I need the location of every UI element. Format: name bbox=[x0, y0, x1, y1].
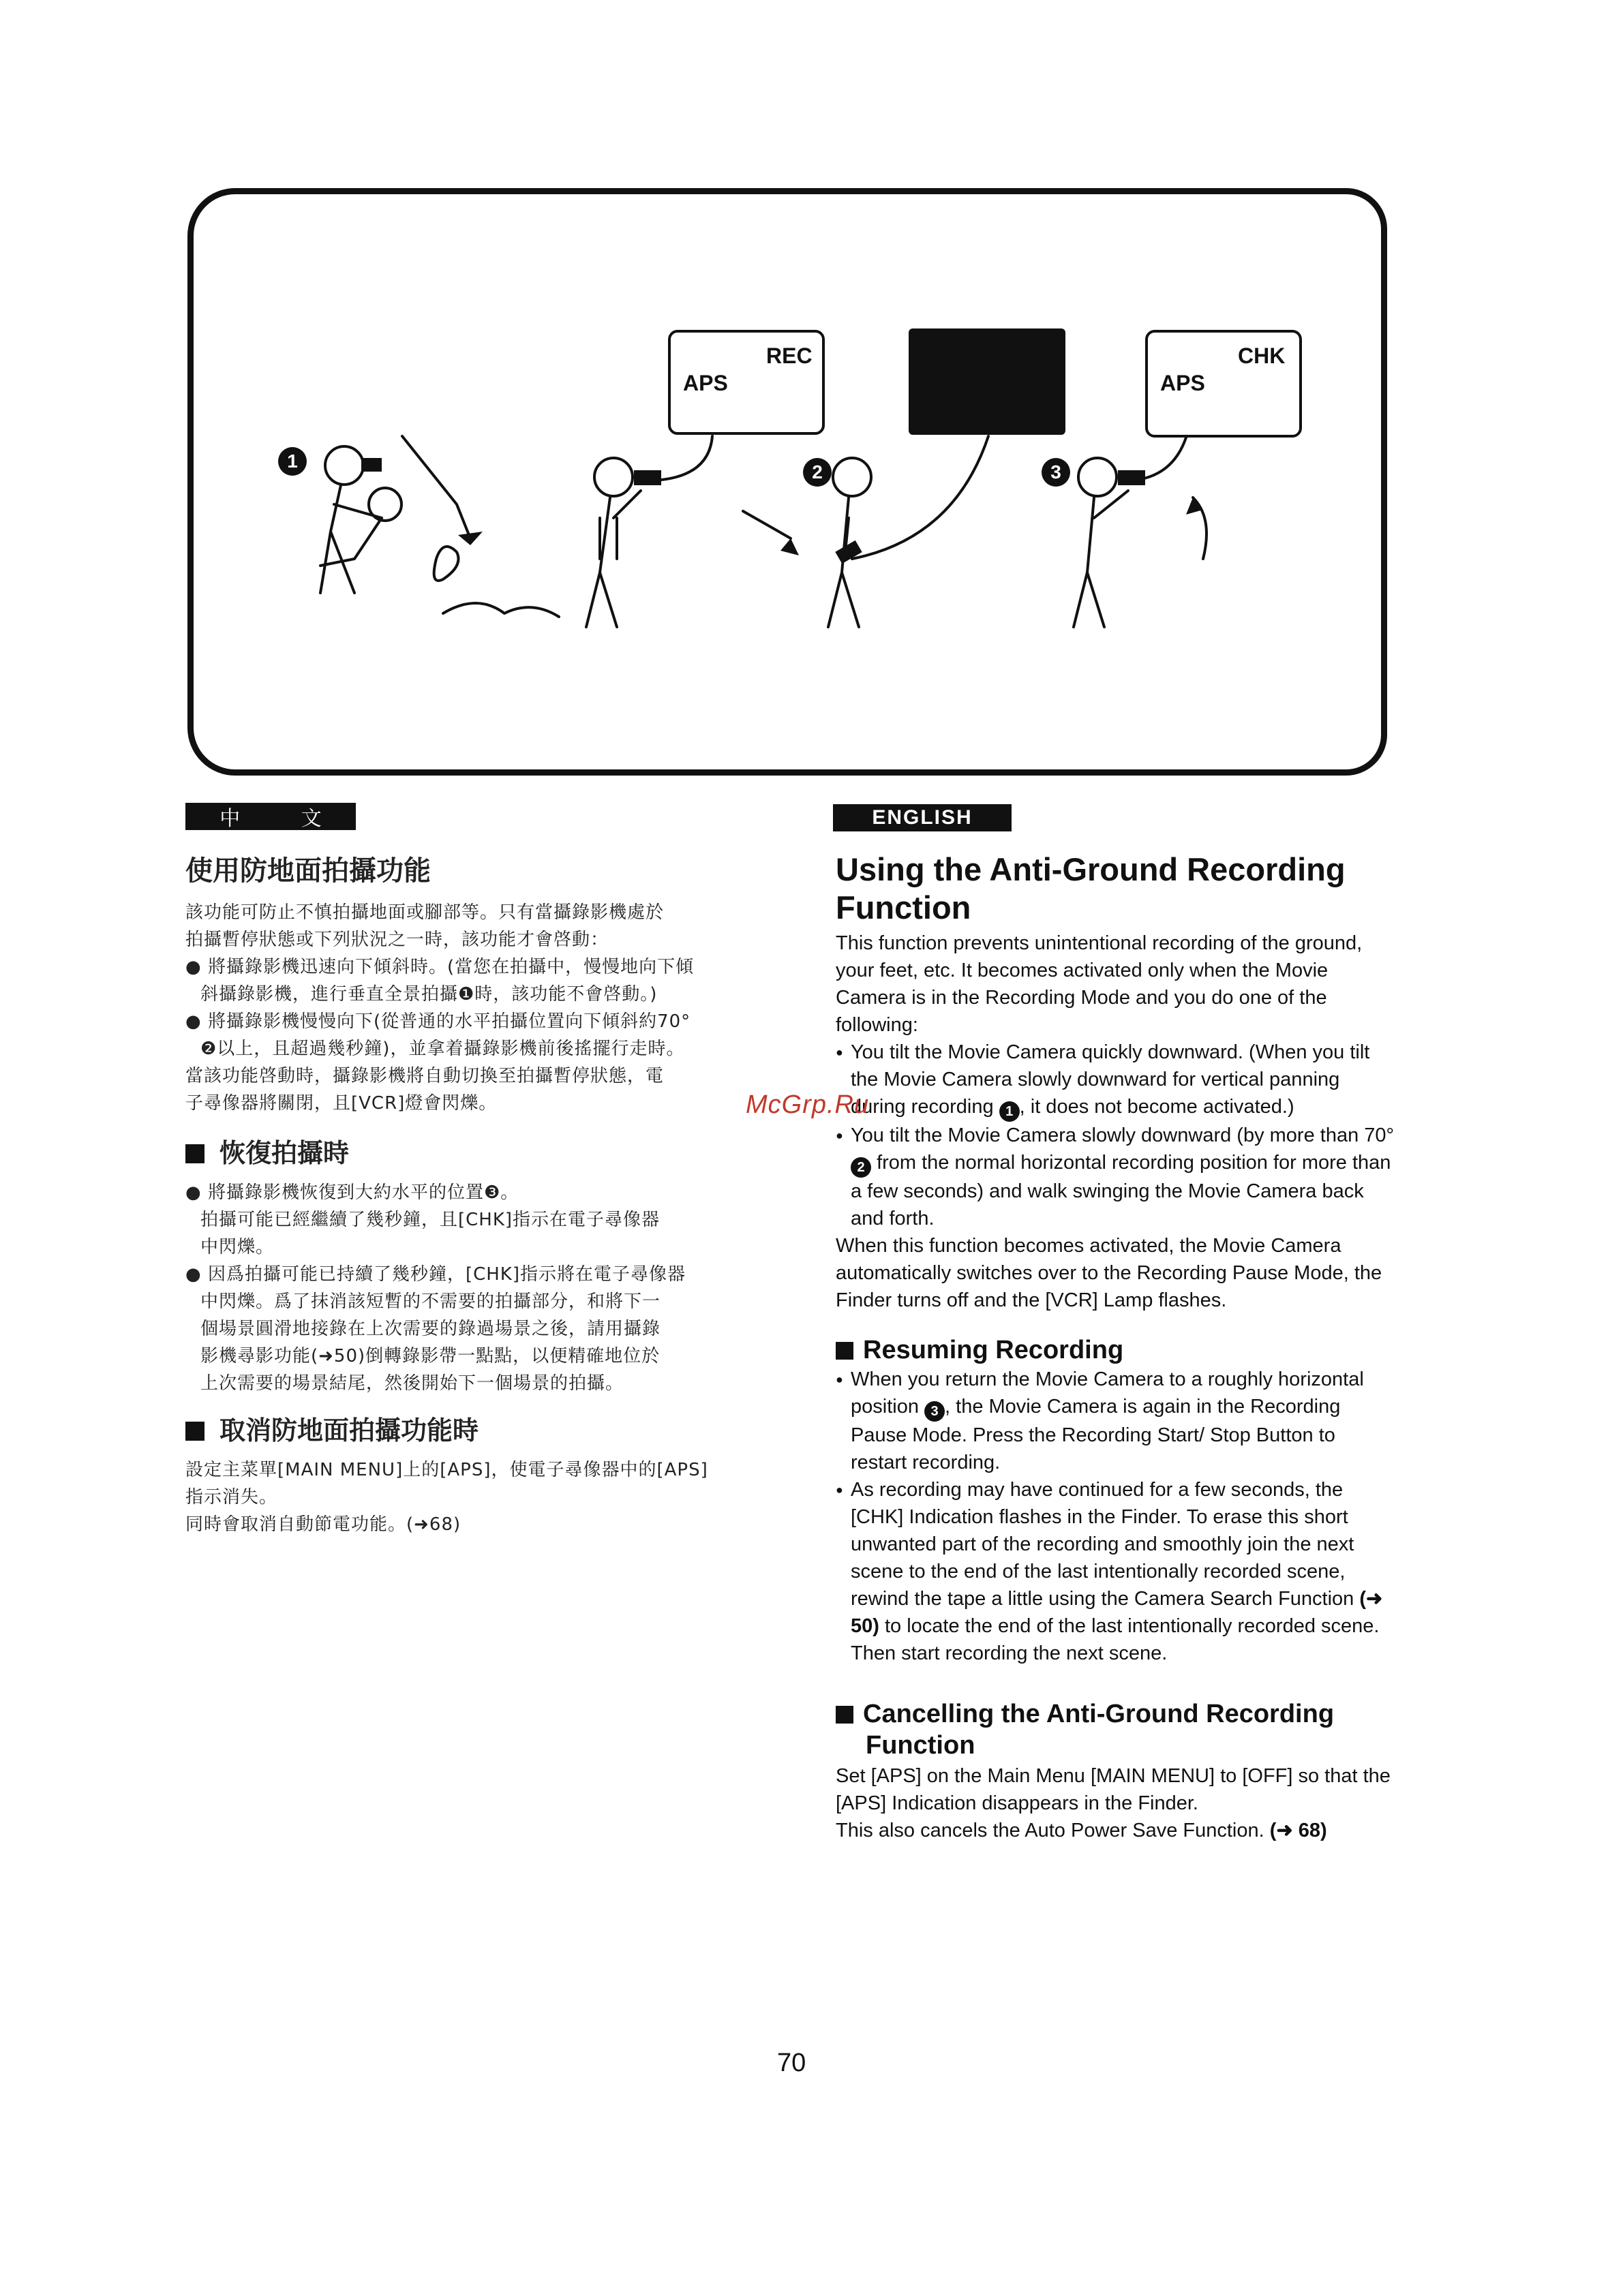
chinese-bullet-cont: ❷以上，且超過幾秒鐘)，並拿着攝錄影機前後搖擺行走時。 bbox=[200, 1039, 685, 1059]
english-bullet: ● You tilt the Movie Camera slowly downward (by more than 70° 2 from the normal horizontal recording position for more than a few seconds) and walk swinging the Movie Camera back and forth. bbox=[836, 1122, 1395, 1232]
step-3-badge: 3 bbox=[1042, 458, 1070, 487]
english-cancel-text: Set [APS] on the Main Menu [MAIN MENU] to [OFF] so that the [APS] Indication disappears in the Finder. bbox=[836, 1765, 1391, 1814]
page-reference: (➜ 50) bbox=[851, 1588, 1383, 1637]
step-2-badge: 2 bbox=[851, 1157, 871, 1178]
chinese-bullet-cont: 個場景圓滑地接錄在上次需要的錄過場景之後，請用攝錄 bbox=[200, 1319, 661, 1339]
english-resume-heading: Resuming Recording bbox=[836, 1334, 1395, 1366]
english-cancel-heading: Cancelling the Anti-Ground Recording Function bbox=[836, 1698, 1395, 1761]
page-reference: (➜ 68) bbox=[1269, 1820, 1327, 1841]
chinese-bullet-cont: 影機尋影功能(➜50)倒轉錄影帶一點點，以便精確地位於 bbox=[200, 1346, 661, 1366]
chinese-bullet: ● 將攝錄影機慢慢向下(從普通的水平拍攝位置向下傾斜約70° bbox=[185, 1011, 691, 1032]
chinese-after-line: 當該功能啓動時，攝錄影機將自動切換至拍攝暫停狀態，電 bbox=[185, 1066, 665, 1086]
step-2-badge: 2 bbox=[803, 458, 832, 487]
chinese-cancel-line: 同時會取消自動節電功能。(➜68) bbox=[185, 1514, 461, 1535]
rec-indicator: REC bbox=[766, 343, 813, 368]
step-1-badge: 1 bbox=[278, 447, 307, 476]
aps-indicator: APS bbox=[683, 371, 728, 395]
chinese-bullet-cont: 斜攝錄影機，進行垂直全景拍攝❶時，該功能不會啓動。) bbox=[200, 984, 658, 1005]
chinese-intro-line: 拍攝暫停狀態或下列狀況之一時，該功能才會啓動： bbox=[185, 930, 609, 950]
square-bullet-icon bbox=[185, 1144, 204, 1163]
english-title: Using the Anti-Ground Recording Function bbox=[836, 851, 1346, 925]
english-bullet: ● As recording may have continued for a few seconds, the [CHK] Indication flashes in the Finder. To erase this short unwanted part of the recording and smoothly join the next scene to the end of the last intentionally recorded scene, rewind the tape a little using the Camera Search Function (➜ 50) to locate the end of the last intentionally recorded scene. Then start recording the next scene. bbox=[836, 1476, 1395, 1667]
chinese-bullet-cont: 中閃爍。爲了抹消該短暫的不需要的拍攝部分，和將下一 bbox=[200, 1291, 661, 1312]
chinese-column bbox=[185, 849, 744, 1538]
chinese-cancel-line: 指示消失。 bbox=[185, 1487, 278, 1507]
camera-operator-illustration bbox=[0, 0, 1623, 784]
square-bullet-icon bbox=[836, 1706, 853, 1724]
chinese-bullet-cont: 拍攝可能已經繼續了幾秒鐘，且[CHK]指示在電子尋像器 bbox=[200, 1210, 661, 1230]
chk-indicator: CHK bbox=[1238, 343, 1286, 368]
chinese-language-label: 中 文 bbox=[185, 803, 356, 830]
watermark: McGrp.Ru bbox=[746, 1090, 870, 1119]
chinese-resume-heading: 恢復拍攝時 bbox=[185, 1132, 744, 1169]
chinese-cancel-line: 設定主菜單[MAIN MENU]上的[APS]，使電子尋像器中的[APS] bbox=[185, 1460, 708, 1480]
square-bullet-icon bbox=[185, 1422, 204, 1441]
english-bullet: ● When you return the Movie Camera to a roughly horizontal position 3 , the Movie Camera is again in the Recording Pause Mode. Press the Recording Start/ Stop Button to restart recording. bbox=[836, 1366, 1395, 1476]
english-bullet: ● You tilt the Movie Camera quickly downward. (When you tilt the Movie Camera slowly downward for vertical panning during recording 1 , it does not become activated.) bbox=[836, 1039, 1395, 1122]
english-cancel-text: This also cancels the Auto Power Save Function. (➜ 68) bbox=[836, 1820, 1327, 1841]
english-intro: This function prevents unintentional recording of the ground, your feet, etc. It becomes activated only when the Movie Camera is in the Recording Mode and you do one of the following: bbox=[836, 932, 1363, 1036]
chinese-intro-line: 該功能可防止不慎拍攝地面或腳部等。只有當攝錄影機處於 bbox=[185, 902, 665, 923]
chinese-after-line: 子尋像器將關閉，且[VCR]燈會閃爍。 bbox=[185, 1093, 498, 1114]
step-3-badge: 3 bbox=[924, 1401, 945, 1422]
english-after: When this function becomes activated, the Movie Camera automatically switches over to the Recording Pause Mode, the Finder turns off and the [VCR] Lamp flashes. bbox=[836, 1235, 1382, 1311]
aps-indicator: APS bbox=[1160, 371, 1205, 395]
english-language-label: ENGLISH bbox=[833, 804, 1012, 831]
chinese-bullet: ● 因爲拍攝可能已持續了幾秒鐘，[CHK]指示將在電子尋像器 bbox=[185, 1264, 686, 1285]
chinese-bullet-cont: 中閃爍。 bbox=[200, 1237, 275, 1257]
step-1-badge: 1 bbox=[999, 1101, 1020, 1122]
page-number: 70 bbox=[777, 2049, 806, 2077]
chinese-cancel-heading: 取消防地面拍攝功能時 bbox=[185, 1409, 744, 1447]
square-bullet-icon bbox=[836, 1342, 853, 1360]
chinese-bullet-cont: 上次需要的場景結尾，然後開始下一個場景的拍攝。 bbox=[200, 1373, 624, 1394]
chinese-title: 使用防地面拍攝功能 bbox=[185, 855, 431, 887]
chinese-bullet: ● 將攝錄影機迅速向下傾斜時。(當您在拍攝中，慢慢地向下傾 bbox=[185, 957, 695, 977]
chinese-bullet: ● 將攝錄影機恢復到大約水平的位置❸。 bbox=[185, 1182, 519, 1203]
english-column bbox=[836, 851, 1395, 1844]
